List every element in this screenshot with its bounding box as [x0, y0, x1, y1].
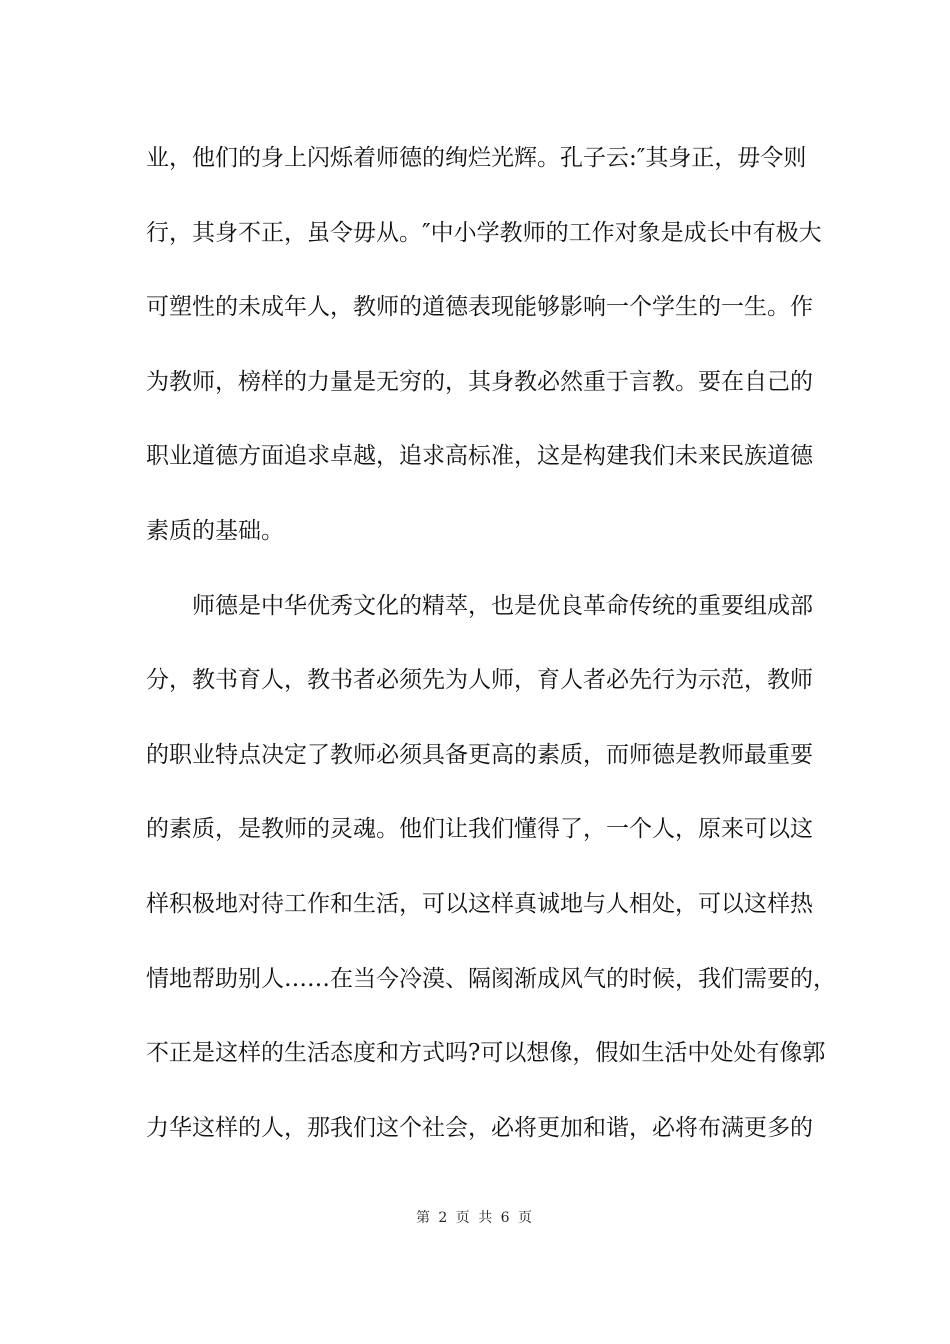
- page-number-footer: 第 2 页 共 6 页: [415, 1210, 535, 1226]
- text-line: 分，教书育人，教书者必须先为人师，育人者必先行为示范，教师: [146, 667, 813, 694]
- text-line: 力华这样的人，那我们这个社会，必将更加和谐，必将布满更多的: [146, 1114, 813, 1141]
- text-line: 业，他们的身上闪烁着师德的绚烂光辉。孔子云:″其身正，毋令则: [146, 145, 807, 171]
- text-line: 的职业特点决定了教师必须具备更高的素质，而师德是教师最重要: [146, 741, 813, 768]
- text-line: 行，其身不正，虽令毋从。″中小学教师的工作对象是成长中有极大: [146, 219, 822, 246]
- text-line: 不正是这样的生活态度和方式吗?可以想像，假如生活中处处有像郭: [146, 1040, 826, 1067]
- text-line: 的素质，是教师的灵魂。他们让我们懂得了，一个人，原来可以这: [146, 816, 813, 843]
- text-line: 为教师，榜样的力量是无穷的，其身教必然重于言教。要在自己的: [146, 368, 813, 395]
- body-text: [146, 136, 836, 1180]
- text-line: 师德是中华优秀文化的精萃，也是优良革命传统的重要组成部: [146, 592, 813, 619]
- text-line: 情地帮助别人……在当今冷漠、隔阂渐成风气的时候，我们需要的，: [146, 965, 836, 992]
- text-line: 可塑性的未成年人，教师的道德表现能够影响一个学生的一生。作: [146, 294, 813, 321]
- text-line: 素质的基础。: [146, 517, 284, 544]
- text-line: 职业道德方面追求卓越，追求高标准，这是构建我们未来民族道德: [146, 443, 813, 470]
- text-line: 样积极地对待工作和生活，可以这样真诚地与人相处，可以这样热: [146, 890, 813, 917]
